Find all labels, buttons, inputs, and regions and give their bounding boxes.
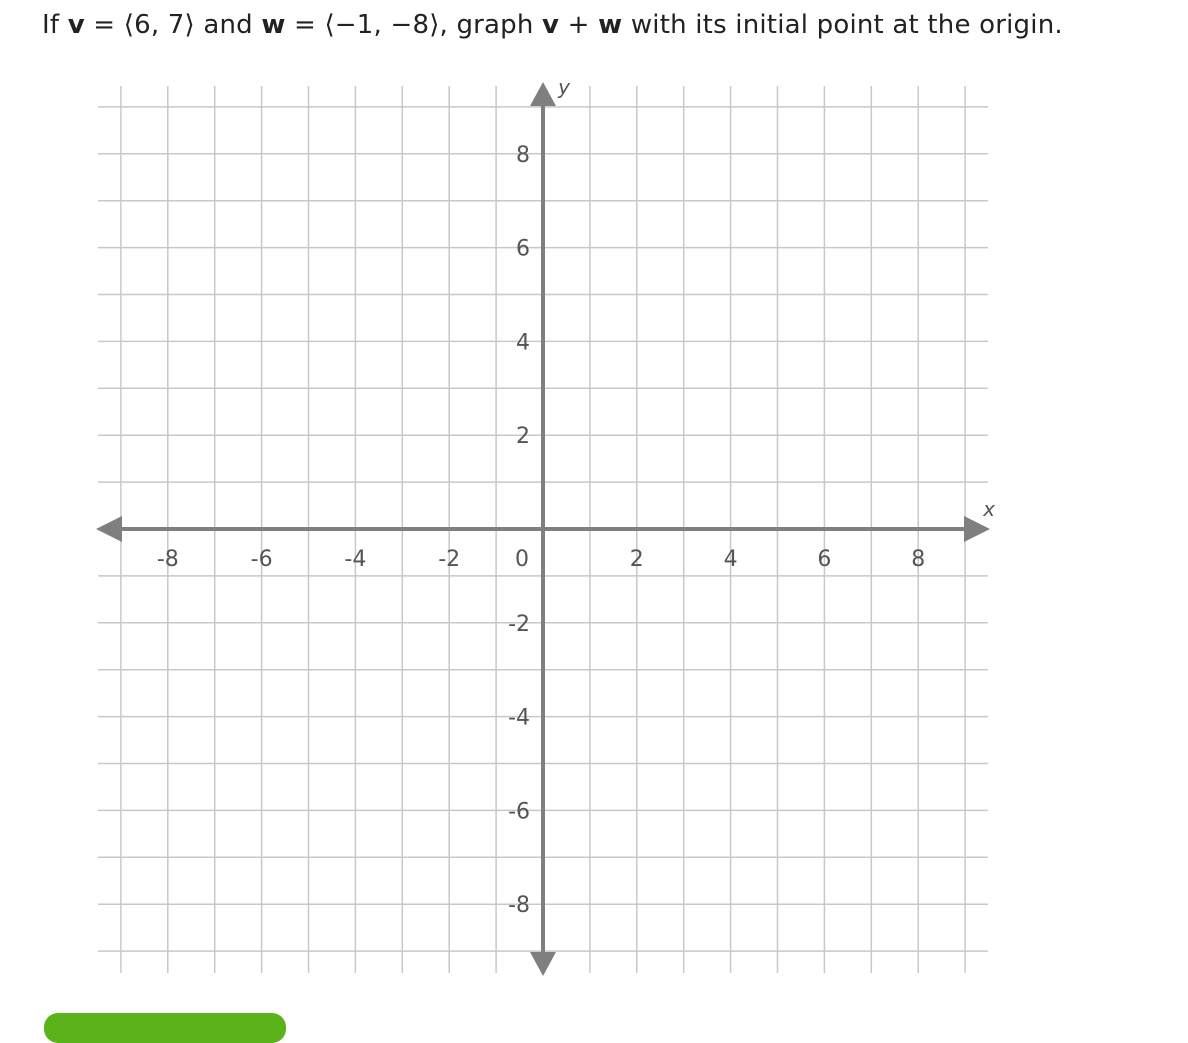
y-tick-label: 2 [516, 424, 530, 450]
x-tick-label: 2 [629, 547, 644, 572]
origin-label: 0 [515, 547, 529, 572]
question-eq1: = ⟨6, 7⟩ and [84, 10, 262, 40]
x-axis-left-arrow-icon [96, 516, 122, 542]
x-tick-label: -6 [250, 547, 273, 572]
x-tick-label: 4 [723, 547, 738, 572]
y-tick-label: 6 [516, 236, 530, 262]
y-tick-label: -2 [508, 611, 530, 637]
vector-w-symbol: w [261, 10, 286, 40]
y-tick-label: -8 [508, 893, 530, 919]
vector-v-symbol-sum: v [542, 10, 560, 40]
question-plus: + [559, 10, 599, 40]
check-answer-button[interactable] [44, 1013, 286, 1043]
question-eq2: = ⟨−1, −8⟩, graph [285, 10, 543, 40]
question-prefix: If [42, 10, 68, 40]
x-axis-label: x [983, 497, 995, 521]
y-axis-label: y [558, 75, 570, 99]
vector-w-symbol-sum: w [598, 10, 623, 40]
y-tick-label: -6 [508, 799, 530, 825]
x-tick-label: -2 [438, 547, 461, 572]
y-tick-label: 4 [516, 330, 530, 356]
y-axis-up-arrow-icon [530, 82, 556, 106]
x-tick-label: -4 [344, 547, 367, 572]
y-axis-down-arrow-icon [530, 952, 556, 976]
vector-v-symbol: v [67, 10, 85, 40]
y-tick-label: -4 [508, 705, 530, 731]
x-tick-label: -8 [156, 547, 179, 572]
x-tick-label: 8 [911, 547, 926, 572]
x-tick-label: 6 [817, 547, 832, 572]
question-suffix: with its initial point at the origin. [622, 10, 1063, 40]
y-tick-label: 8 [516, 142, 530, 168]
